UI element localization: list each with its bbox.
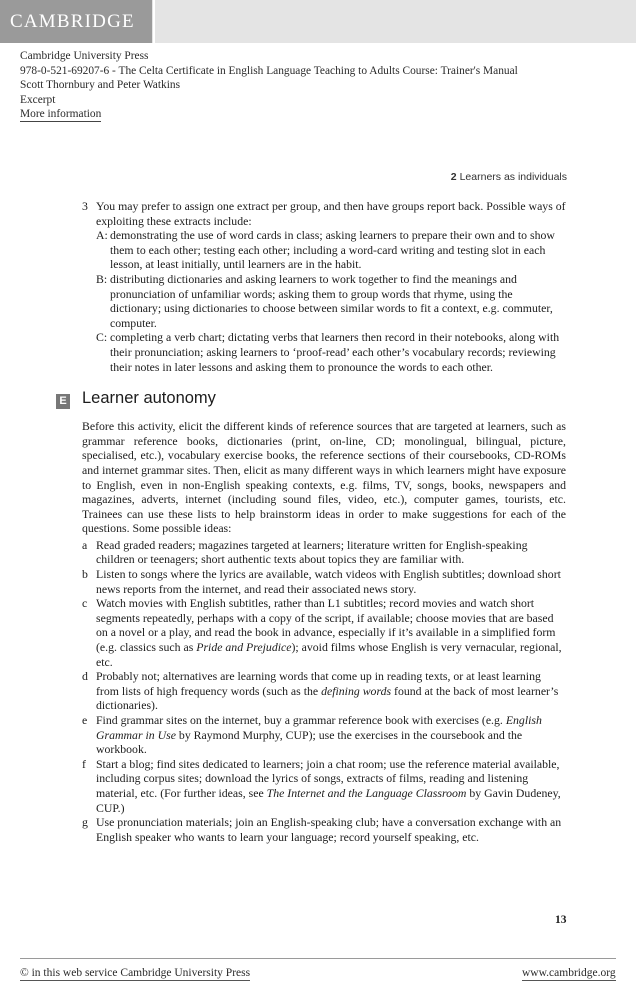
list-item-d [82, 669, 566, 713]
list-item-b [82, 567, 566, 596]
item-text [96, 669, 566, 713]
logo-divider [153, 0, 155, 43]
section-badge: E [56, 394, 70, 409]
section-intro: Before this activity, elicit the different kinds of reference sources that are targeted at learners, such as grammar reference books, dictionaries (print, on-line, CD; monolingual, bilingual, picture, specialised, etc.), vocabulary exercise books, the reference sections of their coursebooks, CD-ROMs and internet grammar sites. Then, elicit as many different ways in which learners might have exposure to English, even in non-English speaking contexts, e.g. films, TV, songs, books, newspapers and magazines, adverts, internet (including sound files, video, etc.), computer games, tourists, etc. Trainees can use these lists to help brainstorm ideas in order to make suggestions for each of the questions. Some possible ideas: [82, 419, 566, 536]
book-title: English Grammar in Use [96, 713, 542, 742]
sub-text: completing a verb chart; dictating verbs that learners then record in their notebooks, along with their pronunciation; asking learners to ‘proof-read’ each other’s vocabulary records; reviewing their notes in later lessons and asking them to pronounce the words to each other. [110, 330, 560, 374]
emphasized-term: defining words [321, 683, 392, 698]
list-item-f [82, 757, 566, 815]
text-segment: Find grammar sites on the internet, buy a grammar reference book with exercises (e.g. [96, 713, 506, 727]
text-segment: Start a blog; find sites dedicated to learners; join a chat room; use the reference material available, including corpus sites; download the lyrics of songs, extracts of films, reading and listening material, etc. (For further ideas, see [96, 756, 560, 800]
copyright-link[interactable]: © in this web service Cambridge University Press [20, 967, 251, 979]
sub-item-b [96, 272, 566, 330]
sub-text: distributing dictionaries and asking learners to work together to find the meanings and pronunciation of unfamiliar words; asking them to group words that rhyme, using the dictionary; using dictionaries to choose between similar words to fit a context, e.g. commuter, computer. [110, 271, 553, 330]
item-marker: e [82, 713, 88, 727]
item-marker: d [82, 669, 88, 684]
item-text: Use pronunciation materials; join an English-speaking club; have a conversation exchange with an English speaker who wants to learn your language; record yourself speaking, etc. [96, 815, 562, 844]
section-title: Learner autonomy [82, 389, 216, 408]
list-item-c [82, 596, 566, 669]
section-heading [59, 389, 566, 414]
sub-marker: C: [96, 330, 108, 345]
sub-marker: A: [96, 228, 108, 243]
text-segment: ); avoid films whose English is very vernacular, regional, etc. [96, 640, 562, 669]
sub-item-c [96, 330, 566, 374]
list-item-3 [82, 199, 566, 374]
publisher-name: Cambridge University Press [20, 50, 149, 62]
text-segment: Watch movies with English subtitles, rather than L1 subtitles; record movies and watch short segments repeatedly, perhaps with a copy of the script, if available; choose movies that are based on a novel or a play, and read the book in advance, especially if it’s available in a simplified form (e.g. classics such as [96, 596, 556, 655]
sub-text: demonstrating the use of word cards in class; asking learners to prepare their own and to show them to each other; testing each other; including a word-card writing and testing slot in each lesson, at least initially, until learners are in the habit. [110, 228, 555, 272]
item-marker: c [82, 596, 88, 611]
website-link[interactable]: www.cambridge.org [522, 967, 616, 979]
running-head [451, 171, 567, 183]
chapter-title: Learners as individuals [459, 171, 567, 183]
item-text [96, 757, 566, 815]
item-text: Read graded readers; magazines targeted at learners; literature written for English-speaking children or teenagers; short authentic texts about topics they are familiar with. [96, 537, 528, 567]
chapter-number: 2 [450, 171, 457, 183]
top-banner [0, 0, 636, 43]
sub-item-a [96, 228, 566, 272]
item-marker: 3 [82, 199, 88, 213]
book-title: Pride and Prejudice [196, 640, 292, 655]
book-metadata [20, 49, 518, 122]
item-marker: f [82, 756, 86, 771]
logo-text: CAMBRIDGE [10, 11, 135, 32]
item-marker: a [82, 537, 88, 552]
text-segment: by Raymond Murphy, CUP); use the exercises in the coursebook and the workbook. [96, 727, 523, 757]
page-number: 13 [555, 914, 567, 926]
more-information-link[interactable]: More information [20, 108, 102, 121]
ideas-list [82, 538, 566, 844]
sub-marker: B: [96, 271, 108, 286]
page-content [59, 199, 566, 844]
list-item-e [82, 713, 566, 757]
text-segment: found at the back of most learner’s dictionaries). [96, 683, 559, 713]
text-segment: Probably not; alternatives are learning words that come up in reading texts, or at least learning from lists of high frequency words (such as the [96, 669, 541, 698]
item-text [96, 596, 566, 669]
list-item-g [82, 815, 566, 844]
excerpt-label: Excerpt [20, 93, 56, 106]
item-marker: g [82, 815, 88, 830]
item-3-intro: You may prefer to assign one extract per group, and then have groups report back. Possible ways of exploiting these extracts include: [96, 199, 566, 228]
publisher-logo [0, 0, 152, 43]
book-title: The Internet and the Language Classroom [266, 785, 467, 800]
authors: Scott Thornbury and Peter Watkins [20, 79, 181, 92]
item-text [96, 713, 566, 757]
isbn-title: 978-0-521-69207-6 - The Celta Certificate in English Language Teaching to Adults Course: Trainer's Manual [20, 64, 518, 77]
item-text: Listen to songs where the lyrics are available, watch videos with English subtitles; download short news reports from the internet, and read their associated news story. [96, 567, 561, 596]
footer-divider [20, 958, 616, 959]
text-segment: by Gavin Dudeney, CUP.) [96, 785, 561, 815]
list-item-a [82, 538, 566, 567]
item-marker: b [82, 567, 88, 582]
